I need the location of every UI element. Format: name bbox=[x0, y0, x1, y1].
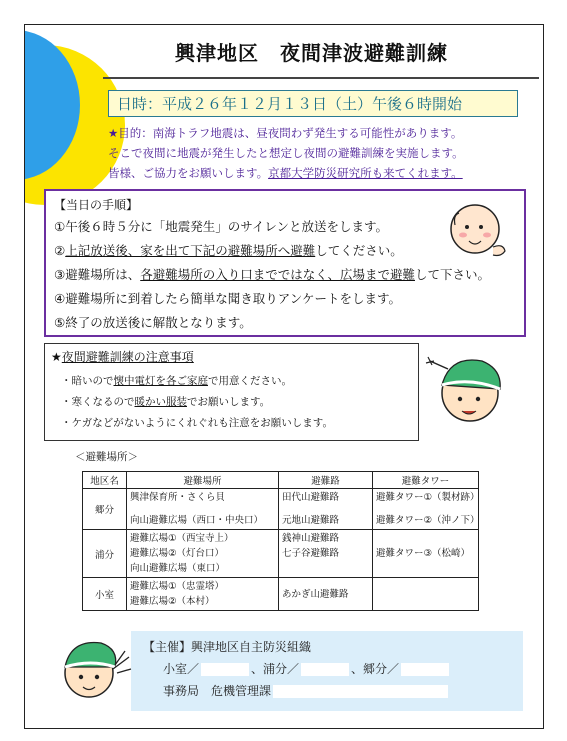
page-title: 興津地区 夜間津波避難訓練 bbox=[175, 41, 448, 65]
table-row-urabun bbox=[83, 530, 479, 578]
site: 避難広場②（灯台口） bbox=[130, 548, 225, 559]
site: 興津保育所・さくら貝 bbox=[130, 492, 226, 503]
purpose-line-2: そこで夜間に地震が発生したと想定し夜間の避難訓練を実施します。 bbox=[108, 146, 464, 160]
precaution-1 bbox=[61, 373, 292, 388]
organizer-box bbox=[131, 631, 523, 711]
tower: 避難タワー③（松崎） bbox=[376, 548, 471, 559]
site: 避難広場①（西宝寺上） bbox=[130, 533, 234, 544]
area-komuro: 小室 bbox=[83, 578, 127, 611]
evacuation-sites-table bbox=[82, 471, 479, 611]
sites-komuro bbox=[127, 578, 279, 611]
sites-gobun bbox=[127, 489, 279, 530]
col-header-route: 避難路 bbox=[279, 472, 373, 489]
redacted-field bbox=[201, 663, 249, 676]
area-urabun: 浦分 bbox=[83, 530, 127, 578]
col-header-site: 避難場所 bbox=[127, 472, 279, 489]
title-underline bbox=[103, 77, 539, 79]
elderly-man-illustration bbox=[443, 195, 513, 265]
step-1: ①午後６時５分に「地震発生」のサイレンと放送をします。 bbox=[54, 219, 389, 234]
precautions-box bbox=[44, 343, 419, 441]
precaution-1-head: ・暗いので bbox=[61, 375, 114, 387]
tower: 避難タワー②（沖ノ下） bbox=[376, 515, 480, 526]
contact-komuro: 小室／ bbox=[163, 662, 200, 676]
precaution-1-emphasis: 懐中電灯を各ご家庭 bbox=[113, 375, 208, 387]
step-2-tail: してください。 bbox=[315, 243, 403, 258]
site: 避難広場①（忠霊塔） bbox=[130, 581, 225, 592]
purpose-request: 皆様、ご協力をお願いします。 bbox=[108, 166, 269, 180]
precaution-2-emphasis: 暖かい服装 bbox=[134, 396, 187, 408]
route: あかぎ山避難路 bbox=[282, 588, 349, 600]
table-row-gobun bbox=[83, 489, 479, 530]
routes-gobun bbox=[279, 489, 373, 530]
site: 向山避難広場（西口・中央口） bbox=[130, 515, 264, 526]
redacted-field bbox=[273, 685, 448, 698]
purpose-text bbox=[108, 123, 538, 183]
datetime-banner: 日時：平成２６年１２月１３日（土）午後６時開始 bbox=[108, 90, 518, 117]
route: 田代山避難路 bbox=[282, 492, 340, 503]
step-4: ④避難場所に到着したら簡単な聞き取りアンケートをします。 bbox=[54, 291, 401, 306]
routes-urabun bbox=[279, 530, 373, 578]
step-3-head: ③避難場所は、 bbox=[54, 267, 141, 282]
office-label: 事務局 危機管理課 bbox=[163, 684, 272, 698]
contact-urabun: 、浦分／ bbox=[251, 662, 300, 676]
precautions-title bbox=[51, 348, 194, 365]
col-header-area: 地区名 bbox=[83, 472, 127, 489]
step-3-emphasis: 各避難場所の入り口までではなく、広場まで避難 bbox=[140, 267, 415, 282]
towers-gobun bbox=[373, 489, 479, 530]
area-gobun: 郷分 bbox=[83, 489, 127, 530]
purpose-line-1: ★目的：南海トラフ地震は、昼夜問わず発生する可能性があります。 bbox=[108, 126, 463, 140]
step-2-emphasis: 上記放送後、家を出て下記の避難場所へ避難 bbox=[65, 243, 316, 258]
step-2-number: ② bbox=[54, 243, 66, 258]
redacted-field bbox=[401, 663, 449, 676]
spacer bbox=[130, 505, 275, 513]
precaution-2-tail: でお願いします。 bbox=[187, 396, 271, 408]
purpose-line-3 bbox=[108, 163, 538, 183]
table-header-row bbox=[83, 472, 479, 489]
sites-urabun bbox=[127, 530, 279, 578]
procedure-heading: 【当日の手順】 bbox=[54, 198, 139, 212]
precaution-1-tail: で用意ください。 bbox=[208, 375, 292, 387]
precautions-title-text: 夜間避難訓練の注意事項 bbox=[61, 350, 194, 364]
step-5: ⑤終了の放送後に解散となります。 bbox=[54, 315, 252, 330]
boy-with-cap-illustration bbox=[420, 343, 510, 433]
site: 避難広場②（本村） bbox=[130, 596, 215, 607]
route: 銭神山避難路 bbox=[282, 533, 340, 544]
towers-urabun bbox=[373, 530, 479, 578]
routes-komuro bbox=[279, 578, 373, 611]
redacted-field bbox=[301, 663, 349, 676]
step-2 bbox=[54, 241, 403, 259]
office-line bbox=[143, 681, 511, 703]
contacts-line bbox=[143, 659, 511, 681]
tower: 避難タワー①（製材跡） bbox=[376, 492, 480, 503]
spacer bbox=[376, 505, 475, 513]
step-3-tail: して下さい。 bbox=[414, 267, 490, 282]
precaution-2 bbox=[61, 394, 270, 409]
route: 七子谷避難路 bbox=[282, 548, 340, 559]
precaution-2-head: ・寒くなるので bbox=[61, 396, 135, 408]
towers-komuro-empty bbox=[373, 578, 479, 611]
contact-gobun: 、郷分／ bbox=[351, 662, 400, 676]
girl-with-cap-illustration bbox=[53, 629, 133, 709]
purpose-kyoto-univ-note: 京都大学防災研究所も来てくれます。 bbox=[268, 166, 463, 180]
col-header-tower: 避難タワー bbox=[373, 472, 479, 489]
step-3 bbox=[54, 265, 490, 283]
flyer-page bbox=[24, 24, 544, 729]
star-icon: ★ bbox=[51, 350, 62, 364]
spacer bbox=[282, 505, 369, 513]
route: 元地山避難路 bbox=[282, 515, 340, 526]
table-row-komuro bbox=[83, 578, 479, 611]
precaution-3: ・ケガなどがないようにくれぐれも注意をお願いします。 bbox=[61, 417, 333, 429]
organizer-line: 【主催】興津地区自主防災組織 bbox=[143, 640, 312, 654]
site: 向山避難広場（東口） bbox=[130, 563, 226, 574]
evacuation-sites-label: ＜避難場所＞ bbox=[75, 451, 138, 463]
